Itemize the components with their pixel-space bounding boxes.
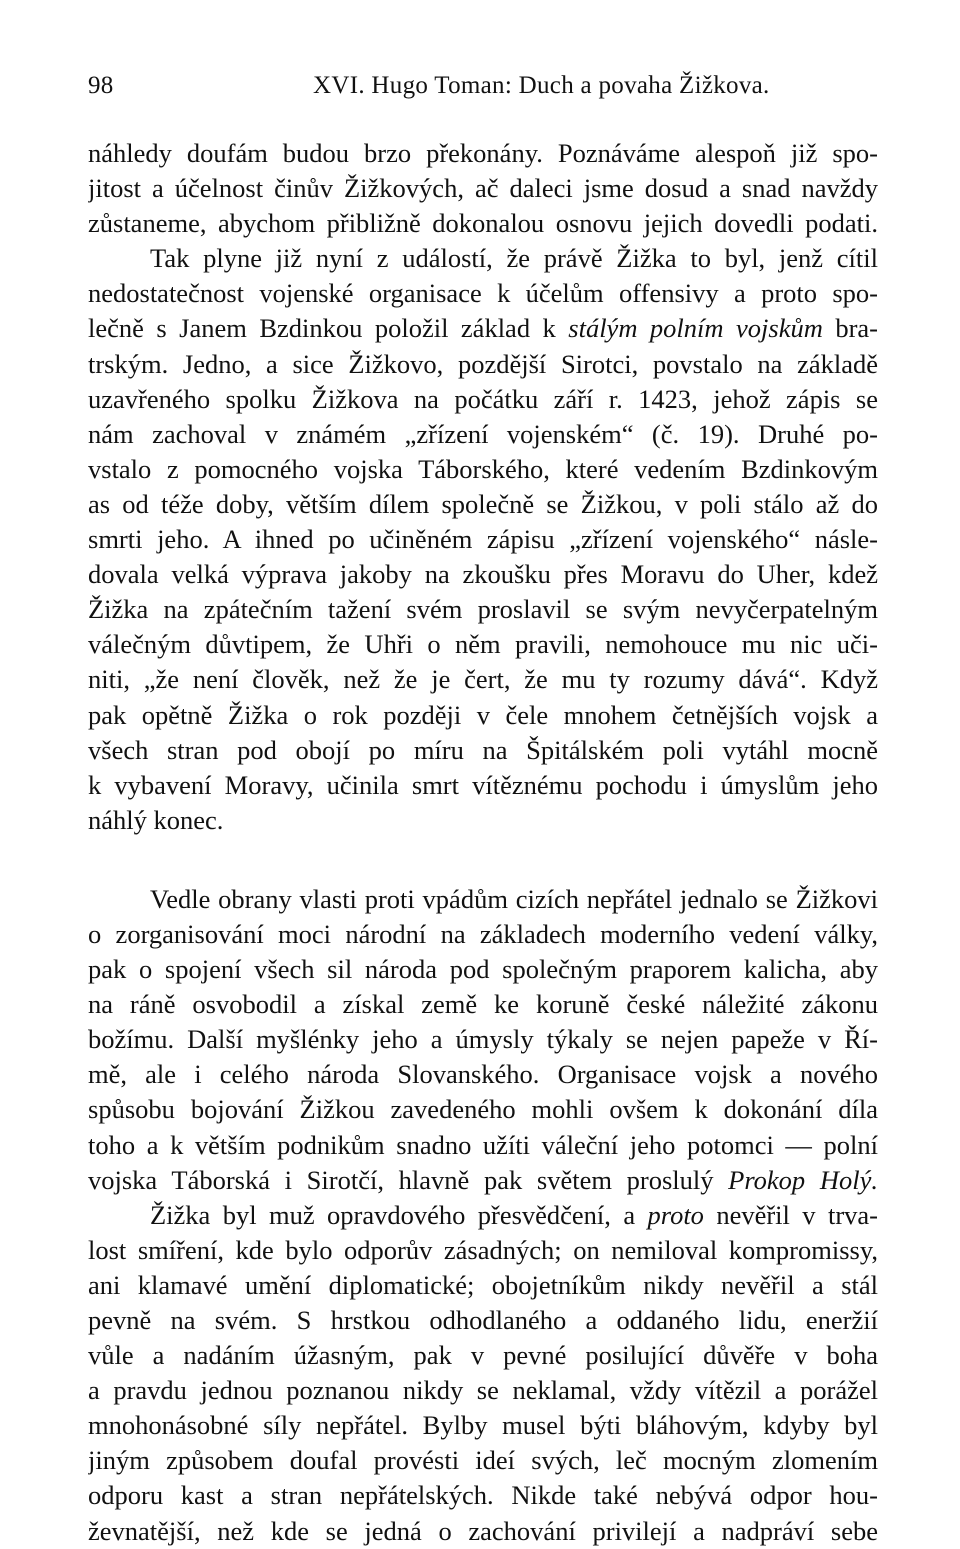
text-line: Vedle obrany vlasti proti vpádům cizích nepřátel jednalo se Žižkovi bbox=[150, 883, 878, 914]
body-text bbox=[88, 136, 878, 1549]
text-line-with-italic bbox=[88, 1163, 878, 1198]
text-line: toho a k větším podnikům snadno užíti váleční jeho potomci — polní bbox=[88, 1129, 878, 1160]
text-line: smrti jeho. A ihned po učiněném zápisu „zřízení vojenského“ násle- bbox=[88, 524, 878, 555]
text-line: nám zachoval v známém „zřízení vojenském“ (č. 19). Druhé po- bbox=[88, 418, 878, 449]
text-line: pak opětně Žižka o rok později v čele mnohem četnějších vojsk a bbox=[88, 699, 878, 730]
text-fragment: bra- bbox=[822, 313, 878, 344]
text-line: lost smíření, kde bylo odporův zásadných; on nemiloval kompromissy, bbox=[88, 1234, 878, 1265]
text-fragment: lečně s Janem Bzdinkou položil základ k bbox=[88, 313, 569, 344]
text-line: as od téže doby, větším dílem společně se Žižkou, v poli stálo až do bbox=[88, 488, 878, 519]
text-line: o zorganisování moci národní na základech moderního vedení války, bbox=[88, 918, 878, 949]
italic-word: proto bbox=[647, 1199, 704, 1230]
text-line: mě, ale i celého národa Slovanského. Organisace vojsk a nového bbox=[88, 1059, 878, 1090]
text-line: niti, „že není člověk, než že je čert, že mu ty rozumy dává“. Když bbox=[88, 664, 878, 695]
text-line: spůsobu bojování Žižkou zavedeného mohli ovšem k dokonání díla bbox=[88, 1094, 878, 1125]
text-line: válečným důvtipem, že Uhři o něm pravili, nemohouce mu nic uči- bbox=[88, 629, 878, 660]
section-gap bbox=[88, 838, 878, 882]
text-line: ani klamavé umění diplomatické; obojetníkům nikdy nevěřil a stál bbox=[88, 1269, 878, 1300]
text-line: pak o spojení všech sil národa pod společným praporem kalicha, aby bbox=[88, 954, 878, 985]
text-line: mnohonásobné síly nepřátel. Bylby musel býti bláhovým, kdyby byl bbox=[88, 1410, 878, 1441]
text-line: uzavřeného spolku Žižkova na počátku září r. 1423, jehož zápis se bbox=[88, 383, 878, 414]
text-line: odporu kast a stran nepřátelských. Nikde také nebývá odpor hou- bbox=[88, 1480, 878, 1511]
text-line: na ráně osvobodil a získal země ke koruně české náležité zákonu bbox=[88, 989, 878, 1020]
text-fragment: Žižka byl muž opravdového přesvědčení, a bbox=[150, 1199, 648, 1230]
text-line-with-italic bbox=[88, 1198, 878, 1233]
text-line: jitost a účelnost činův Žižkových, ač daleci jsme dosud a snad navždy bbox=[88, 173, 878, 204]
text-line: k vybavení Moravy, učinila smrt vítěznému pochodu i úmyslům jeho bbox=[88, 769, 878, 800]
italic-term: stálým polním vojskům bbox=[568, 313, 823, 344]
text-line: náhlý konec. bbox=[88, 804, 224, 835]
page-header bbox=[88, 72, 878, 106]
text-line: božímu. Další myšlénky jeho a úmysly týkaly se nejen papeže v Ří- bbox=[88, 1024, 878, 1055]
text-line: Žižka na zpátečním tažení svém proslavil se svým nevyčerpatelným bbox=[88, 594, 878, 625]
text-line: vstalo z pomocného vojska Táborského, které vedením Bzdinkovým bbox=[88, 453, 878, 484]
text-line: nedostatečnost vojenské organisace k účelům offensivy a proto spo- bbox=[88, 278, 878, 309]
text-line-with-italic bbox=[88, 311, 878, 346]
page-number: 98 bbox=[88, 72, 114, 99]
text-line: Tak plyne již nyní z událostí, že právě Žižka to byl, jenž cítil bbox=[150, 243, 878, 274]
text-line: trským. Jedno, a sice Žižkovo, pozdější Sirotci, povstalo na základě bbox=[88, 348, 878, 379]
text-line: dovala velká výprava jakoby na zkoušku přes Moravu do Uher, kdež bbox=[88, 559, 878, 590]
text-line: pevně na svém. S hrstkou odhodlaného a oddaného lidu, eneržií bbox=[88, 1305, 878, 1335]
text-line: ževnatější, než kde se jedná o zachování privilejí a nadpráví sebe bbox=[88, 1515, 878, 1546]
italic-name: Prokop Holý. bbox=[728, 1164, 878, 1195]
text-line: a pravdu jednou poznanou nikdy se neklamal, vždy vítězil a porážel bbox=[88, 1375, 878, 1406]
text-line: zůstaneme, abychom přibližně dokonalou osnovu jejich dovedli podati. bbox=[88, 208, 878, 239]
text-line: jiným způsobem doufal provésti ideí svých, leč mocným zlomením bbox=[88, 1445, 878, 1476]
text-fragment: nevěřil v trva- bbox=[703, 1199, 878, 1230]
text-line: všech stran pod obojí po míru na Špitálském poli vytáhl mocně bbox=[88, 734, 878, 765]
text-fragment: vojska Táborská i Sirotčí, hlavně pak světem proslulý bbox=[88, 1164, 729, 1195]
text-line: vůle a nadáním úžasným, pak v pevné posilující důvěře v boha bbox=[88, 1340, 878, 1371]
running-head: XVI. Hugo Toman: Duch a povaha Žižkova. bbox=[313, 72, 770, 99]
text-line: náhledy doufám budou brzo překonány. Poznáváme alespoň již spo- bbox=[88, 138, 878, 168]
